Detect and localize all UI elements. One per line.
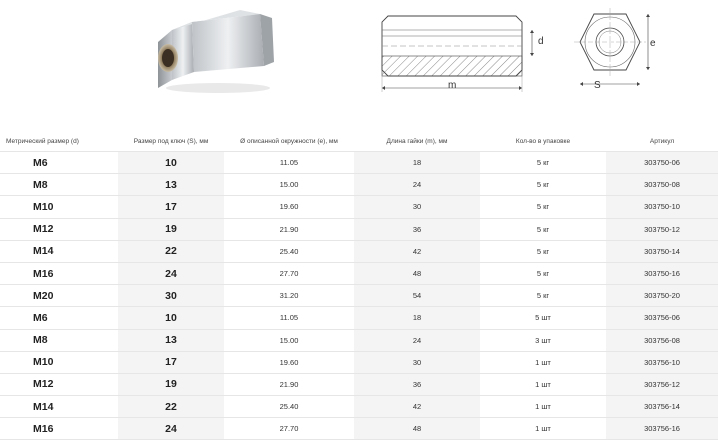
cell-size: M16 — [0, 262, 118, 284]
cell-article: 303756-12 — [606, 373, 718, 395]
table-row — [0, 174, 718, 196]
cell-length: 36 — [354, 373, 480, 395]
dim-label-m: m — [448, 80, 457, 91]
cell-diameter: 15.00 — [224, 174, 354, 196]
cell-diameter: 25.40 — [224, 240, 354, 262]
cell-quantity: 5 кг — [480, 218, 606, 240]
cell-wrench: 30 — [118, 285, 224, 307]
cell-length: 36 — [354, 218, 480, 240]
cell-article: 303750-06 — [606, 152, 718, 174]
cell-wrench: 24 — [118, 262, 224, 284]
cell-wrench: 22 — [118, 240, 224, 262]
cell-wrench: 19 — [118, 218, 224, 240]
cell-length: 48 — [354, 418, 480, 440]
cell-size: M14 — [0, 396, 118, 418]
cell-size: M6 — [0, 152, 118, 174]
cell-size: M10 — [0, 196, 118, 218]
cell-article: 303756-06 — [606, 307, 718, 329]
header-wrench-size: Размер под ключ (S), мм — [133, 137, 209, 145]
table-row — [0, 396, 718, 418]
cell-quantity: 5 кг — [480, 262, 606, 284]
cell-article: 303756-08 — [606, 329, 718, 351]
cell-article: 303750-14 — [606, 240, 718, 262]
cell-size: M8 — [0, 329, 118, 351]
cell-length: 30 — [354, 351, 480, 373]
cell-wrench: 22 — [118, 396, 224, 418]
cell-quantity: 3 шт — [480, 329, 606, 351]
cell-length: 54 — [354, 285, 480, 307]
cell-diameter: 11.05 — [224, 307, 354, 329]
cell-length: 24 — [354, 329, 480, 351]
header-article: Артикул — [649, 137, 675, 145]
table-row — [0, 351, 718, 373]
table-row — [0, 218, 718, 240]
cell-size: M20 — [0, 285, 118, 307]
cell-diameter: 25.40 — [224, 396, 354, 418]
cell-article: 303750-08 — [606, 174, 718, 196]
cell-wrench: 10 — [118, 152, 224, 174]
cell-size: M6 — [0, 307, 118, 329]
table-row — [0, 418, 718, 440]
cell-wrench: 17 — [118, 196, 224, 218]
cell-article: 303756-10 — [606, 351, 718, 373]
cell-quantity: 1 шт — [480, 396, 606, 418]
cell-size: M8 — [0, 174, 118, 196]
cell-quantity: 5 кг — [480, 196, 606, 218]
header-metric-size: Метрический размер (d) — [6, 137, 79, 145]
table-row — [0, 329, 718, 351]
cell-size: M12 — [0, 218, 118, 240]
cell-wrench: 13 — [118, 174, 224, 196]
spec-table — [0, 131, 718, 440]
cell-article: 303750-12 — [606, 218, 718, 240]
cell-diameter: 27.70 — [224, 418, 354, 440]
cell-diameter: 31.20 — [224, 285, 354, 307]
cell-length: 24 — [354, 174, 480, 196]
cell-quantity: 1 шт — [480, 351, 606, 373]
cell-wrench: 10 — [118, 307, 224, 329]
table-row — [0, 285, 718, 307]
cell-quantity: 5 кг — [480, 152, 606, 174]
cell-length: 48 — [354, 262, 480, 284]
cell-size: M16 — [0, 418, 118, 440]
cell-size: M12 — [0, 373, 118, 395]
cell-article: 303750-10 — [606, 196, 718, 218]
cell-size: M10 — [0, 351, 118, 373]
table-row — [0, 262, 718, 284]
table-row — [0, 196, 718, 218]
cell-length: 30 — [354, 196, 480, 218]
cell-article: 303756-14 — [606, 396, 718, 418]
cell-size: M14 — [0, 240, 118, 262]
cell-diameter: 21.90 — [224, 218, 354, 240]
side-view-drawing — [372, 8, 548, 96]
cell-quantity: 5 кг — [480, 240, 606, 262]
header-pack-quantity: Кол-во в упаковке — [515, 137, 571, 145]
cell-diameter: 19.60 — [224, 351, 354, 373]
cell-length: 42 — [354, 396, 480, 418]
cell-quantity: 1 шт — [480, 373, 606, 395]
cell-diameter: 19.60 — [224, 196, 354, 218]
cell-diameter: 21.90 — [224, 373, 354, 395]
cell-quantity: 1 шт — [480, 418, 606, 440]
table-header-row — [0, 131, 718, 152]
cell-wrench: 19 — [118, 373, 224, 395]
cell-diameter: 27.70 — [224, 262, 354, 284]
cell-diameter: 15.00 — [224, 329, 354, 351]
table-row — [0, 240, 718, 262]
cell-wrench: 17 — [118, 351, 224, 373]
dim-label-d: d — [538, 36, 544, 47]
end-view-drawing — [560, 8, 660, 98]
cell-article: 303756-16 — [606, 418, 718, 440]
header-nut-length: Длина гайки (m), мм — [386, 137, 448, 145]
header-circumscribed-diameter: Ø описанной окружности (e), мм — [240, 137, 338, 145]
product-photo — [148, 8, 278, 94]
cell-article: 303750-20 — [606, 285, 718, 307]
table-row — [0, 373, 718, 395]
cell-length: 18 — [354, 152, 480, 174]
cell-quantity: 5 кг — [480, 285, 606, 307]
table-row — [0, 152, 718, 174]
cell-quantity: 5 кг — [480, 174, 606, 196]
table-row — [0, 307, 718, 329]
cell-wrench: 13 — [118, 329, 224, 351]
cell-wrench: 24 — [118, 418, 224, 440]
dim-label-s: S — [594, 80, 601, 91]
cell-length: 42 — [354, 240, 480, 262]
cell-diameter: 11.05 — [224, 152, 354, 174]
figure-area — [0, 0, 718, 130]
cell-length: 18 — [354, 307, 480, 329]
cell-quantity: 5 шт — [480, 307, 606, 329]
cell-article: 303750-16 — [606, 262, 718, 284]
dim-label-e: e — [650, 38, 656, 49]
